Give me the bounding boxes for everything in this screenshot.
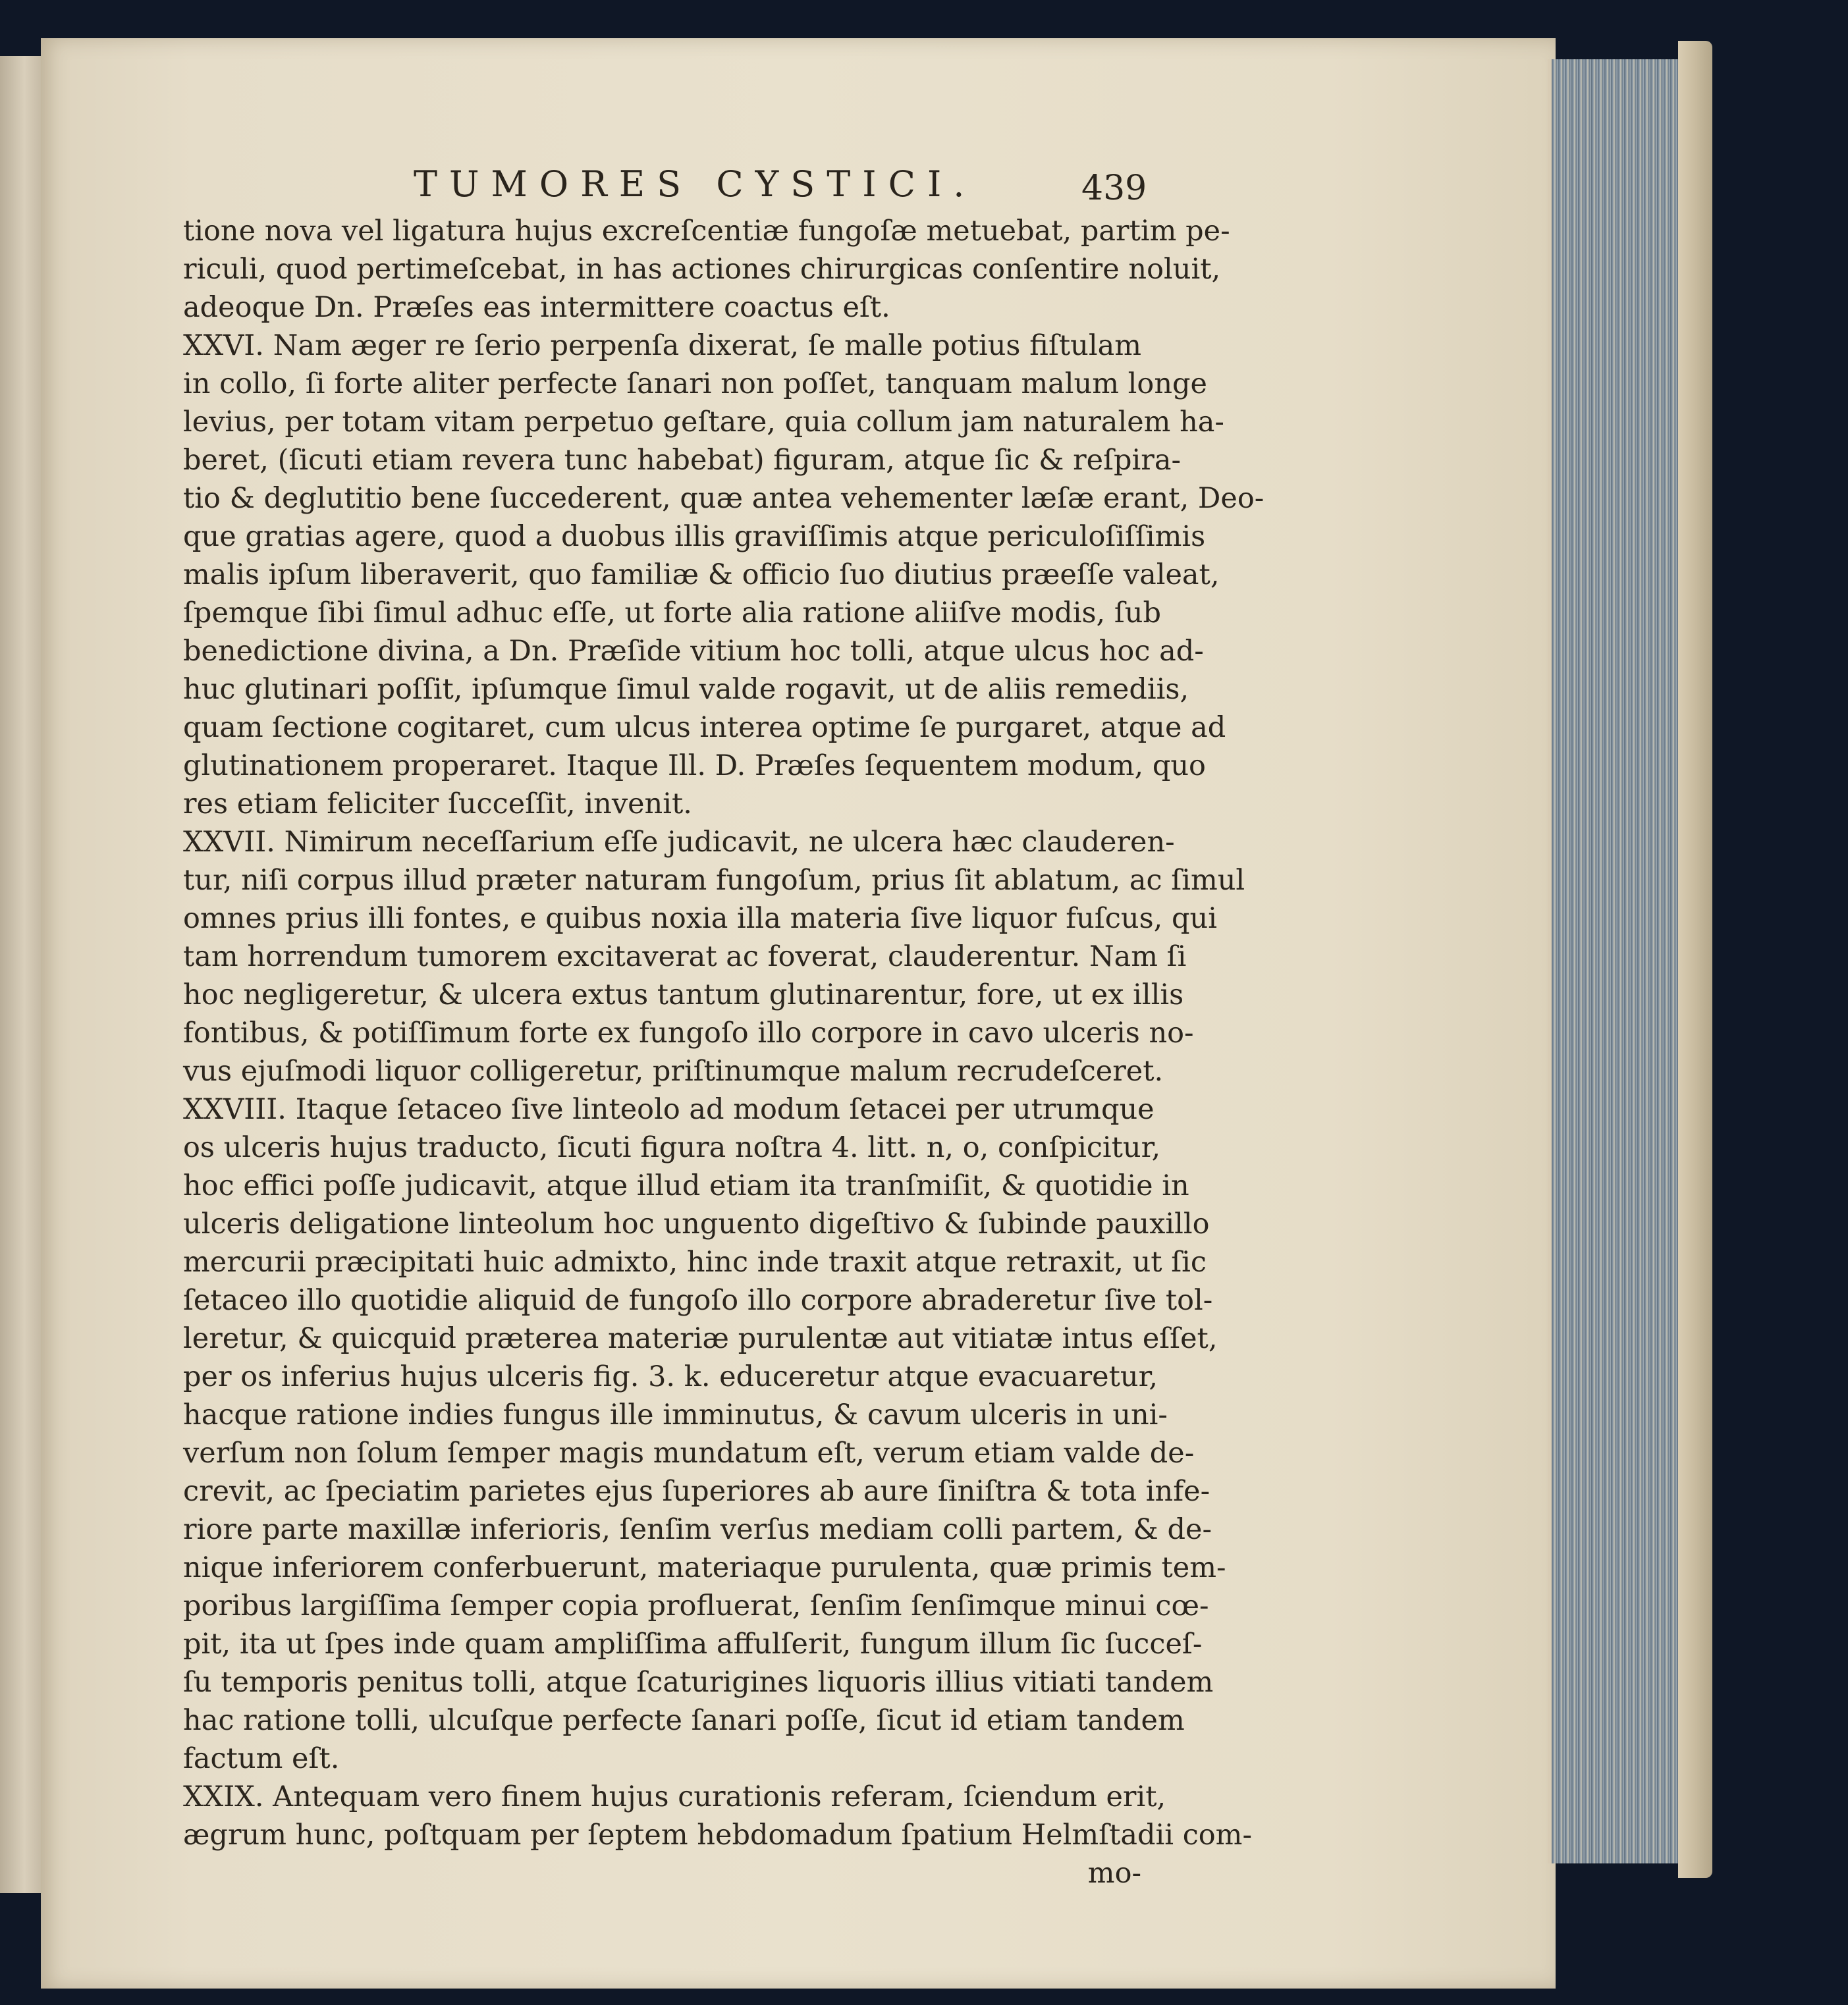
text-line: malis ipſum liberaverit, quo familiæ & officio ſuo diutius præeſſe valeat, [183, 558, 1220, 591]
text-line: que gratias agere, quod a duobus illis graviſſimis atque periculoſiſſimis [183, 520, 1206, 553]
text-line: omnes prius illi fontes, e quibus noxia illa materia ſive liquor fuſcus, qui [183, 902, 1217, 935]
book-cover-edge [1678, 41, 1712, 1878]
text-line: in collo, ſi forte aliter perfecte ſanari non poſſet, tanquam malum longe [183, 367, 1207, 400]
text-line: mercurii præcipitati huic admixto, hinc inde traxit atque retraxit, ut ſic [183, 1246, 1207, 1279]
page-fore-edges [1548, 59, 1683, 1863]
text-line: hoc effici poſſe judicavit, atque illud etiam ita tranſmiſit, & quotidie in [183, 1169, 1189, 1202]
text-line: res etiam feliciter ſucceſſit, invenit. [183, 788, 692, 820]
text-line: hac ratione tolli, ulcuſque perfecte ſanari poſſe, ſicut id etiam tandem [183, 1704, 1185, 1737]
text-line: levius, per totam vitam perpetuo geſtare, quia collum jam naturalem ha- [183, 406, 1224, 439]
text-line: XXVI. Nam æger re ſerio perpenſa dixerat, ſe malle potius fiſtulam [183, 329, 1141, 362]
text-line: benedictione divina, a Dn. Præſide vitium hoc tolli, atque ulcus hoc ad- [183, 635, 1204, 668]
text-line: glutinationem properaret. Itaque Ill. D. Præſes ſequentem modum, quo [183, 749, 1206, 782]
left-page-edge [0, 56, 43, 1893]
text-line: riculi, quod pertimeſcebat, in has actiones chirurgicas conſentire noluit, [183, 253, 1221, 286]
text-line: beret, (ſicuti etiam revera tunc habebat) figuram, atque ſic & reſpira- [183, 444, 1182, 477]
text-line: riore parte maxillæ inferioris, ſenſim verſus mediam colli partem, & de- [183, 1513, 1212, 1546]
running-head: TUMORES CYSTICI. [414, 163, 977, 205]
text-line: huc glutinari poſſit, ipſumque ſimul valde rogavit, ut de aliis remediis, [183, 673, 1189, 706]
text-line: hacque ratione indies fungus ille imminutus, & cavum ulceris in uni- [183, 1399, 1168, 1431]
text-line: vus ejuſmodi liquor colligeretur, priſtinumque malum recrudeſceret. [183, 1055, 1164, 1088]
text-line: pit, ita ut ſpes inde quam ampliſſima affulſerit, fungum illum ſic ſucceſ- [183, 1628, 1203, 1661]
text-line: per os inferius hujus ulceris fig. 3. k. educeretur atque evacuaretur, [183, 1360, 1158, 1393]
text-line: verſum non ſolum ſemper magis mundatum eſt, verum etiam valde de- [183, 1437, 1195, 1470]
text-line: ſu temporis penitus tolli, atque ſcaturigines liquoris illius vitiati tandem [183, 1666, 1214, 1699]
text-line: ſetaceo illo quotidie aliquid de fungoſo illo corpore abraderetur ſive tol- [183, 1284, 1213, 1317]
text-line: nique inferiorem conferbuerunt, materiaque purulenta, quæ primis tem- [183, 1551, 1226, 1584]
text-line: XXVII. Nimirum neceſſarium eſſe judicavit, ne ulcera hæc clauderen- [183, 826, 1175, 859]
text-line: XXIX. Antequam vero finem hujus curationis referam, ſciendum erit, [183, 1780, 1166, 1813]
page-number: 439 [1081, 169, 1147, 208]
text-line: leretur, & quicquid præterea materiæ purulentæ aut vitiatæ intus eſſet, [183, 1322, 1218, 1355]
text-line: poribus largiſſima ſemper copia profluerat, ſenſim ſenſimque minui cœ- [183, 1590, 1209, 1622]
text-line: tio & deglutitio bene ſuccederent, quæ antea vehementer læſæ erant, Deo- [183, 482, 1264, 515]
text-line: os ulceris hujus traducto, ſicuti figura noſtra 4. litt. n, o, conſpicitur, [183, 1131, 1161, 1164]
text-line: tur, niſi corpus illud præter naturam fungoſum, prius ſit ablatum, ac ſimul [183, 864, 1245, 897]
text-line: ſpemque ſibi ſimul adhuc eſſe, ut forte alia ratione aliiſve modis, ſub [183, 597, 1161, 629]
catchword: mo- [1087, 1857, 1141, 1890]
text-line: adeoque Dn. Præſes eas intermittere coactus eſt. [183, 291, 890, 324]
text-line: tione nova vel ligatura hujus excreſcentiæ fungoſæ metuebat, partim pe- [183, 215, 1230, 248]
text-line: tam horrendum tumorem excitaverat ac foverat, clauderentur. Nam ſi [183, 940, 1187, 973]
text-line: hoc negligeretur, & ulcera extus tantum glutinarentur, fore, ut ex illis [183, 978, 1184, 1011]
text-line: factum eſt. [183, 1742, 340, 1775]
text-line: crevit, ac ſpeciatim parietes ejus ſuperiores ab aure ſiniſtra & tota infe- [183, 1475, 1210, 1508]
text-line: ulceris deligatione linteolum hoc unguento digeſtivo & ſubinde pauxillo [183, 1208, 1210, 1241]
text-line: ægrum hunc, poſtquam per ſeptem hebdomadum ſpatium Helmſtadii com- [183, 1819, 1252, 1852]
text-line: XXVIII. Itaque ſetaceo ſive linteolo ad modum ſetacei per utrumque [183, 1093, 1155, 1126]
body-text [183, 212, 1264, 1892]
text-line: fontibus, & potiſſimum forte ex fungoſo illo corpore in cavo ulceris no- [183, 1017, 1194, 1050]
text-line: quam ſectione cogitaret, cum ulcus interea optime ſe purgaret, atque ad [183, 711, 1226, 744]
